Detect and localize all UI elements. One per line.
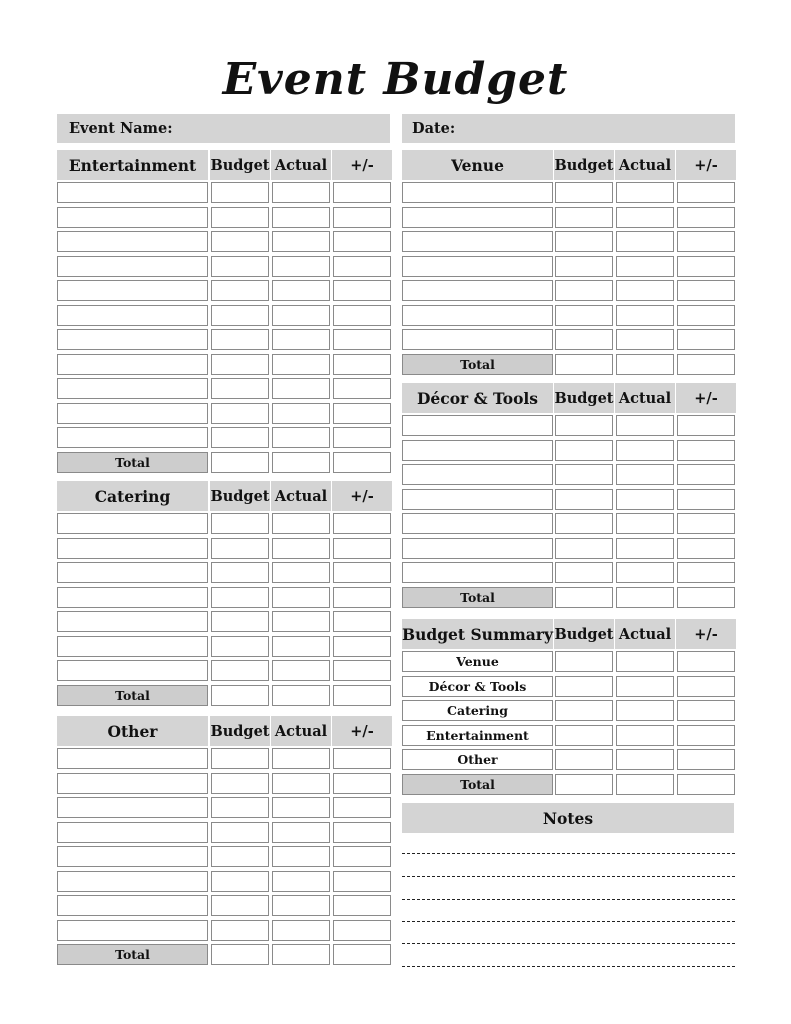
entertainment-diff-input[interactable] <box>333 207 391 228</box>
entertainment-diff-input[interactable] <box>333 182 391 203</box>
decor-budget-input[interactable] <box>555 440 613 461</box>
summary-diff-input[interactable] <box>677 700 735 721</box>
venue-item-input[interactable] <box>402 280 553 301</box>
entertainment-budget-input[interactable] <box>211 256 269 277</box>
note-line[interactable] <box>402 966 735 967</box>
decor-diff-input[interactable] <box>677 513 735 534</box>
venue-diff-input[interactable] <box>677 280 735 301</box>
venue-item-input[interactable] <box>402 231 553 252</box>
summary-budget-input[interactable] <box>555 676 613 697</box>
venue-actual-input[interactable] <box>616 280 674 301</box>
catering-actual-input[interactable] <box>272 538 330 559</box>
decor-budget-input[interactable] <box>555 538 613 559</box>
catering-total-label: Total <box>57 685 208 706</box>
page-title: Event Budget <box>222 54 569 105</box>
entertainment-header: Entertainment <box>57 150 208 180</box>
catering-item-input[interactable] <box>57 636 208 657</box>
decor-budget-input[interactable] <box>555 464 613 485</box>
catering-item-input[interactable] <box>57 611 208 632</box>
summary-row-label: Entertainment <box>402 725 553 746</box>
entertainment-budget-input[interactable] <box>211 403 269 424</box>
venue-budget-input[interactable] <box>555 231 613 252</box>
catering-item-input[interactable] <box>57 513 208 534</box>
catering-actual-header: Actual <box>271 481 331 511</box>
catering-total-actual[interactable] <box>272 685 330 706</box>
note-line[interactable] <box>402 921 735 922</box>
entertainment-item-input[interactable] <box>57 280 208 301</box>
summary-budget-input[interactable] <box>555 700 613 721</box>
entertainment-actual-input[interactable] <box>272 280 330 301</box>
summary-row-label: Venue <box>402 651 553 672</box>
other-actual-input[interactable] <box>272 773 330 794</box>
summary-budget-header: Budget <box>554 619 614 649</box>
venue-total-budget[interactable] <box>555 354 613 375</box>
entertainment-budget-input[interactable] <box>211 378 269 399</box>
other-actual-header: Actual <box>271 716 331 746</box>
catering-item-input[interactable] <box>57 562 208 583</box>
decor-item-input[interactable] <box>402 562 553 583</box>
decor-diff-input[interactable] <box>677 562 735 583</box>
decor-item-input[interactable] <box>402 440 553 461</box>
entertainment-budget-input[interactable] <box>211 207 269 228</box>
catering-diff-header: +/- <box>332 481 392 511</box>
decor-total-diff[interactable] <box>677 587 735 608</box>
other-diff-input[interactable] <box>333 871 391 892</box>
entertainment-diff-input[interactable] <box>333 427 391 448</box>
other-actual-input[interactable] <box>272 895 330 916</box>
other-diff-input[interactable] <box>333 920 391 941</box>
summary-diff-input[interactable] <box>677 676 735 697</box>
catering-budget-header: Budget <box>210 481 270 511</box>
note-line[interactable] <box>402 899 735 900</box>
decor-diff-input[interactable] <box>677 489 735 510</box>
entertainment-actual-header: Actual <box>271 150 331 180</box>
entertainment-actual-input[interactable] <box>272 403 330 424</box>
other-actual-input[interactable] <box>272 797 330 818</box>
catering-budget-input[interactable] <box>211 660 269 681</box>
other-budget-input[interactable] <box>211 748 269 769</box>
catering-diff-input[interactable] <box>333 587 391 608</box>
entertainment-diff-input[interactable] <box>333 256 391 277</box>
venue-item-input[interactable] <box>402 329 553 350</box>
note-line[interactable] <box>402 853 735 854</box>
entertainment-actual-input[interactable] <box>272 354 330 375</box>
catering-diff-input[interactable] <box>333 660 391 681</box>
decor-total-actual[interactable] <box>616 587 674 608</box>
summary-total-actual[interactable] <box>616 774 674 795</box>
entertainment-actual-input[interactable] <box>272 329 330 350</box>
event-name-label: Event Name: <box>69 120 173 137</box>
decor-actual-header: Actual <box>615 383 675 413</box>
entertainment-budget-input[interactable] <box>211 280 269 301</box>
venue-total-label: Total <box>402 354 553 375</box>
venue-diff-input[interactable] <box>677 329 735 350</box>
venue-budget-input[interactable] <box>555 305 613 326</box>
venue-item-input[interactable] <box>402 207 553 228</box>
other-diff-input[interactable] <box>333 895 391 916</box>
catering-diff-input[interactable] <box>333 538 391 559</box>
catering-actual-input[interactable] <box>272 587 330 608</box>
entertainment-item-input[interactable] <box>57 403 208 424</box>
summary-header: Budget Summary <box>402 619 553 649</box>
entertainment-item-input[interactable] <box>57 354 208 375</box>
catering-budget-input[interactable] <box>211 562 269 583</box>
decor-item-input[interactable] <box>402 489 553 510</box>
other-actual-input[interactable] <box>272 920 330 941</box>
venue-budget-header: Budget <box>554 150 614 180</box>
decor-budget-input[interactable] <box>555 513 613 534</box>
entertainment-item-input[interactable] <box>57 427 208 448</box>
venue-total-diff[interactable] <box>677 354 735 375</box>
entertainment-item-input[interactable] <box>57 305 208 326</box>
venue-budget-input[interactable] <box>555 256 613 277</box>
entertainment-diff-header: +/- <box>332 150 392 180</box>
entertainment-item-input[interactable] <box>57 329 208 350</box>
decor-item-input[interactable] <box>402 464 553 485</box>
summary-row-label: Décor & Tools <box>402 676 553 697</box>
entertainment-budget-input[interactable] <box>211 182 269 203</box>
entertainment-item-input[interactable] <box>57 182 208 203</box>
entertainment-item-input[interactable] <box>57 207 208 228</box>
entertainment-budget-header: Budget <box>210 150 270 180</box>
decor-actual-input[interactable] <box>616 538 674 559</box>
entertainment-total-actual[interactable] <box>272 452 330 473</box>
other-diff-input[interactable] <box>333 748 391 769</box>
decor-actual-input[interactable] <box>616 489 674 510</box>
event-name-field[interactable] <box>57 114 390 143</box>
catering-diff-input[interactable] <box>333 611 391 632</box>
entertainment-actual-input[interactable] <box>272 182 330 203</box>
summary-budget-input[interactable] <box>555 725 613 746</box>
other-item-input[interactable] <box>57 773 208 794</box>
venue-diff-input[interactable] <box>677 305 735 326</box>
other-diff-header: +/- <box>332 716 392 746</box>
catering-item-input[interactable] <box>57 587 208 608</box>
decor-item-input[interactable] <box>402 415 553 436</box>
venue-diff-input[interactable] <box>677 256 735 277</box>
summary-diff-input[interactable] <box>677 651 735 672</box>
summary-actual-input[interactable] <box>616 651 674 672</box>
entertainment-item-input[interactable] <box>57 231 208 252</box>
decor-total-label: Total <box>402 587 553 608</box>
catering-budget-input[interactable] <box>211 611 269 632</box>
decor-budget-input[interactable] <box>555 562 613 583</box>
other-budget-input[interactable] <box>211 895 269 916</box>
entertainment-total-diff[interactable] <box>333 452 391 473</box>
venue-total-actual[interactable] <box>616 354 674 375</box>
entertainment-budget-input[interactable] <box>211 305 269 326</box>
decor-diff-input[interactable] <box>677 464 735 485</box>
venue-budget-input[interactable] <box>555 329 613 350</box>
entertainment-item-input[interactable] <box>57 256 208 277</box>
decor-actual-input[interactable] <box>616 464 674 485</box>
summary-budget-input[interactable] <box>555 749 613 770</box>
other-total-label: Total <box>57 944 208 965</box>
entertainment-total-label: Total <box>57 452 208 473</box>
catering-diff-input[interactable] <box>333 636 391 657</box>
other-actual-input[interactable] <box>272 822 330 843</box>
other-item-input[interactable] <box>57 748 208 769</box>
entertainment-actual-input[interactable] <box>272 378 330 399</box>
venue-actual-input[interactable] <box>616 329 674 350</box>
summary-diff-input[interactable] <box>677 749 735 770</box>
decor-actual-input[interactable] <box>616 513 674 534</box>
other-diff-input[interactable] <box>333 822 391 843</box>
other-total-budget[interactable] <box>211 944 269 965</box>
summary-actual-input[interactable] <box>616 725 674 746</box>
other-item-input[interactable] <box>57 846 208 867</box>
entertainment-budget-input[interactable] <box>211 427 269 448</box>
note-line[interactable] <box>402 876 735 877</box>
venue-budget-input[interactable] <box>555 182 613 203</box>
entertainment-diff-input[interactable] <box>333 378 391 399</box>
decor-item-input[interactable] <box>402 513 553 534</box>
summary-total-diff[interactable] <box>677 774 735 795</box>
other-actual-input[interactable] <box>272 748 330 769</box>
other-budget-input[interactable] <box>211 822 269 843</box>
venue-actual-input[interactable] <box>616 182 674 203</box>
decor-budget-header: Budget <box>554 383 614 413</box>
entertainment-item-input[interactable] <box>57 378 208 399</box>
decor-diff-input[interactable] <box>677 538 735 559</box>
catering-budget-input[interactable] <box>211 636 269 657</box>
venue-budget-input[interactable] <box>555 207 613 228</box>
catering-diff-input[interactable] <box>333 513 391 534</box>
date-field[interactable] <box>402 114 735 143</box>
entertainment-actual-input[interactable] <box>272 231 330 252</box>
other-actual-input[interactable] <box>272 846 330 867</box>
decor-item-input[interactable] <box>402 538 553 559</box>
other-budget-input[interactable] <box>211 797 269 818</box>
note-line[interactable] <box>402 943 735 944</box>
venue-diff-input[interactable] <box>677 207 735 228</box>
summary-row-label: Other <box>402 749 553 770</box>
entertainment-budget-input[interactable] <box>211 231 269 252</box>
decor-actual-input[interactable] <box>616 440 674 461</box>
catering-actual-input[interactable] <box>272 562 330 583</box>
catering-actual-input[interactable] <box>272 513 330 534</box>
summary-total-label: Total <box>402 774 553 795</box>
entertainment-diff-input[interactable] <box>333 280 391 301</box>
catering-budget-input[interactable] <box>211 538 269 559</box>
entertainment-diff-input[interactable] <box>333 231 391 252</box>
other-budget-header: Budget <box>210 716 270 746</box>
decor-diff-input[interactable] <box>677 440 735 461</box>
notes-header: Notes <box>402 803 734 833</box>
other-budget-input[interactable] <box>211 920 269 941</box>
summary-actual-header: Actual <box>615 619 675 649</box>
catering-total-budget[interactable] <box>211 685 269 706</box>
date-label: Date: <box>412 120 456 137</box>
venue-actual-input[interactable] <box>616 256 674 277</box>
catering-budget-input[interactable] <box>211 513 269 534</box>
venue-header: Venue <box>402 150 553 180</box>
summary-actual-input[interactable] <box>616 700 674 721</box>
decor-total-budget[interactable] <box>555 587 613 608</box>
decor-header: Décor & Tools <box>402 383 553 413</box>
decor-budget-input[interactable] <box>555 415 613 436</box>
entertainment-actual-input[interactable] <box>272 305 330 326</box>
other-item-input[interactable] <box>57 822 208 843</box>
entertainment-actual-input[interactable] <box>272 207 330 228</box>
other-item-input[interactable] <box>57 797 208 818</box>
other-budget-input[interactable] <box>211 773 269 794</box>
entertainment-budget-input[interactable] <box>211 329 269 350</box>
catering-diff-input[interactable] <box>333 562 391 583</box>
other-header: Other <box>57 716 208 746</box>
decor-diff-input[interactable] <box>677 415 735 436</box>
summary-actual-input[interactable] <box>616 676 674 697</box>
other-diff-input[interactable] <box>333 773 391 794</box>
other-actual-input[interactable] <box>272 871 330 892</box>
summary-total-budget[interactable] <box>555 774 613 795</box>
other-item-input[interactable] <box>57 895 208 916</box>
venue-actual-input[interactable] <box>616 231 674 252</box>
summary-actual-input[interactable] <box>616 749 674 770</box>
catering-actual-input[interactable] <box>272 611 330 632</box>
other-budget-input[interactable] <box>211 871 269 892</box>
entertainment-actual-input[interactable] <box>272 256 330 277</box>
catering-budget-input[interactable] <box>211 587 269 608</box>
venue-item-input[interactable] <box>402 182 553 203</box>
venue-actual-header: Actual <box>615 150 675 180</box>
decor-actual-input[interactable] <box>616 415 674 436</box>
decor-actual-input[interactable] <box>616 562 674 583</box>
summary-diff-input[interactable] <box>677 725 735 746</box>
catering-actual-input[interactable] <box>272 660 330 681</box>
entertainment-diff-input[interactable] <box>333 403 391 424</box>
venue-budget-input[interactable] <box>555 280 613 301</box>
other-item-input[interactable] <box>57 920 208 941</box>
venue-actual-input[interactable] <box>616 305 674 326</box>
decor-budget-input[interactable] <box>555 489 613 510</box>
catering-actual-input[interactable] <box>272 636 330 657</box>
venue-actual-input[interactable] <box>616 207 674 228</box>
summary-budget-input[interactable] <box>555 651 613 672</box>
venue-item-input[interactable] <box>402 256 553 277</box>
entertainment-diff-input[interactable] <box>333 354 391 375</box>
summary-row-label: Catering <box>402 700 553 721</box>
entertainment-budget-input[interactable] <box>211 354 269 375</box>
entertainment-diff-input[interactable] <box>333 329 391 350</box>
other-budget-input[interactable] <box>211 846 269 867</box>
venue-item-input[interactable] <box>402 305 553 326</box>
catering-total-diff[interactable] <box>333 685 391 706</box>
venue-diff-header: +/- <box>676 150 736 180</box>
other-total-actual[interactable] <box>272 944 330 965</box>
catering-item-input[interactable] <box>57 660 208 681</box>
other-total-diff[interactable] <box>333 944 391 965</box>
other-diff-input[interactable] <box>333 846 391 867</box>
entertainment-diff-input[interactable] <box>333 305 391 326</box>
other-item-input[interactable] <box>57 871 208 892</box>
entertainment-actual-input[interactable] <box>272 427 330 448</box>
venue-diff-input[interactable] <box>677 182 735 203</box>
venue-diff-input[interactable] <box>677 231 735 252</box>
other-diff-input[interactable] <box>333 797 391 818</box>
catering-header: Catering <box>57 481 208 511</box>
decor-diff-header: +/- <box>676 383 736 413</box>
catering-item-input[interactable] <box>57 538 208 559</box>
entertainment-total-budget[interactable] <box>211 452 269 473</box>
summary-diff-header: +/- <box>676 619 736 649</box>
